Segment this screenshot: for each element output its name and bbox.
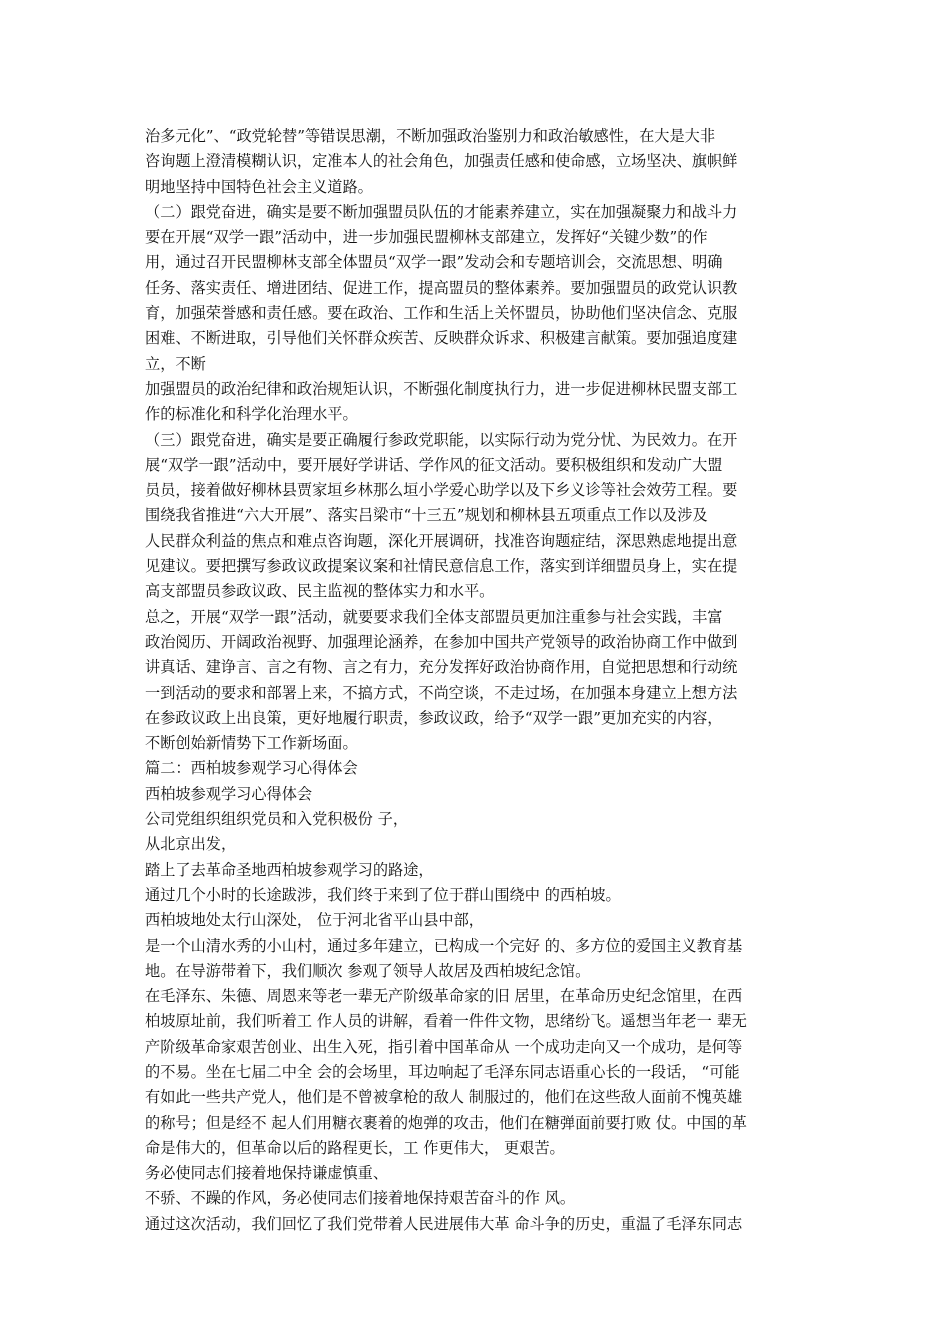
text-line: 展“双学一跟”活动中，要开展好学讲话、学作风的征文活动。要积极组织和发动广大盟 [145,455,723,474]
text-line: （二）跟党奋进，确实是要不断加强盟员队伍的才能素养建立，实在加强凝聚力和战斗力 [145,202,738,221]
text-line: 柏坡原址前，我们听着工 作人员的讲解，看着一件件文物，思绪纷飞。遥想当年老一 辈无 [145,1012,747,1031]
text-line: 要在开展“双学一跟”活动中，进一步加强民盟柳林支部建立，发挥好“关键少数”的作 [145,228,708,247]
text-line: 任务、落实责任、增进团结、促进工作，提高盟员的整体素养。要加强盟员的政党认识教 [145,278,738,297]
text-line: 立，不断 [145,354,206,373]
text-line: 命是伟大的，但革命以后的路程更长，工 作更伟大， 更艰苦。 [145,1138,565,1157]
text-line: 总之，开展“双学一跟”活动，就要要求我们全体支部盟员更加注重参与社会实践，丰富 [145,607,723,626]
text-line: 治多元化”、“政党轮替”等错误思潮，不断加强政治鉴别力和政治敏感性，在大是大非 [145,127,716,145]
text-line: 一到活动的要求和部署上来，不搞方式，不尚空谈，不走过场，在加强本身建立上想方法 [145,683,738,702]
text-line: 咨询题上澄清模糊认识，定准本人的社会角色，加强责任感和使命感，立场坚决、旗帜鲜 [145,152,738,171]
text-line: 不断创始新情势下工作新场面。 [145,734,358,753]
text-line: 员员，接着做好柳林县贾家垣乡林那么垣小学爱心助学以及下乡义诊等社会效劳工程。要 [145,481,738,500]
text-line: 不骄、不躁的作风，务必使同志们接着地保持艰苦奋斗的作 风。 [145,1189,576,1208]
text-line: 的称号；但是经不 起人们用糖衣裹着的炮弹的攻击，他们在糖弹面前要打败 仗。中国的革 [145,1113,747,1132]
text-line: 通过几个小时的长途跋涉，我们终于来到了位于群山围绕中 的西柏坡。 [145,885,621,904]
text-line: 是一个山清水秀的小山村，通过多年建立，已构成一个完好 的、多方位的爱国主义教育基 [145,936,743,955]
text-line: 围绕我省推进“六大开展”、落实吕梁市“十三五”规划和柳林县五项重点工作以及涉及 [145,506,708,525]
article-title: 西柏坡参观学习心得体会 [145,784,313,803]
text-line: 在毛泽东、朱德、周恩来等老一辈无产阶级革命家的旧 居里，在革命历史纪念馆里，在西 [145,987,743,1006]
text-line: 用，通过召开民盟柳林支部全体盟员“双学一跟”发动会和专题培训会，交流思想、明确 [145,253,723,272]
text-line: 高支部盟员参政议政、民主监视的整体实力和水平。 [145,582,495,601]
text-line: 讲真话、建诤言、言之有物、言之有力，充分发挥好政治协商作用，自觉把思想和行动统 [145,658,738,677]
text-line: 在参政议政上出良策，更好地履行职责，参政议政，给予“双学一跟”更加充实的内容， [145,708,723,727]
section-heading: 篇二：西柏坡参观学习心得体会 [145,759,358,778]
text-line: 公司党组织组织党员和入党积极份 子， [145,810,409,829]
text-line: （三）跟党奋进，确实是要正确履行参政党职能，以实际行动为党分忧、为民效力。在开 [145,430,738,449]
text-line: 地。在导游带着下，我们顺次 参观了领导人故居及西柏坡纪念馆。 [145,961,591,980]
text-line: 通过这次活动，我们回忆了我们党带着人民进展伟大革 命斗争的历史，重温了毛泽东同志 [145,1214,743,1233]
text-line: 产阶级革命家艰苦创业、出生入死，指引着中国革命从 一个成功走向又一个成功，是何等 [145,1037,743,1056]
text-line: 的不易。坐在七届二中全 会的会场里，耳边响起了毛泽东同志语重心长的一段话， “可能 [145,1062,740,1081]
text-line: 见建议。要把撰写参政议政提案议案和社情民意信息工作，落实到详细盟员身上，实在提 [145,557,738,576]
text-line: 政治阅历、开阔政治视野、加强理论涵养，在参加中国共产党领导的政治协商工作中做到 [145,632,738,651]
text-line: 踏上了去革命圣地西柏坡参观学习的路途， [145,860,434,879]
text-line: 困难、不断进取，引导他们关怀群众疾苦、反映群众诉求、积极建言献策。要加强追度建 [145,329,738,348]
text-line: 明地坚持中国特色社会主义道路。 [145,177,373,196]
document-body [145,124,813,1237]
text-line: 作的标准化和科学化治理水平。 [145,405,358,424]
text-line: 育，加强荣誉感和责任感。要在政治、工作和生活上关怀盟员，协助他们坚决信念、克服 [145,304,738,323]
text-line: 从北京出发， [145,835,237,854]
text-line: 有如此一些共产党人，他们是不曾被拿枪的敌人 制服过的，他们在这些敌人面前不愧英雄 [145,1088,743,1107]
text-line: 西柏坡地处太行山深处， 位于河北省平山县中部， [145,911,484,930]
text-line: 加强盟员的政治纪律和政治规矩认识，不断强化制度执行力，进一步促进柳林民盟支部工 [145,379,738,398]
text-line: 人民群众利益的焦点和难点咨询题，深化开展调研，找准咨询题症结，深思熟虑地提出意 [145,531,738,550]
text-line: 务必使同志们接着地保持谦虚慎重、 [145,1164,388,1183]
